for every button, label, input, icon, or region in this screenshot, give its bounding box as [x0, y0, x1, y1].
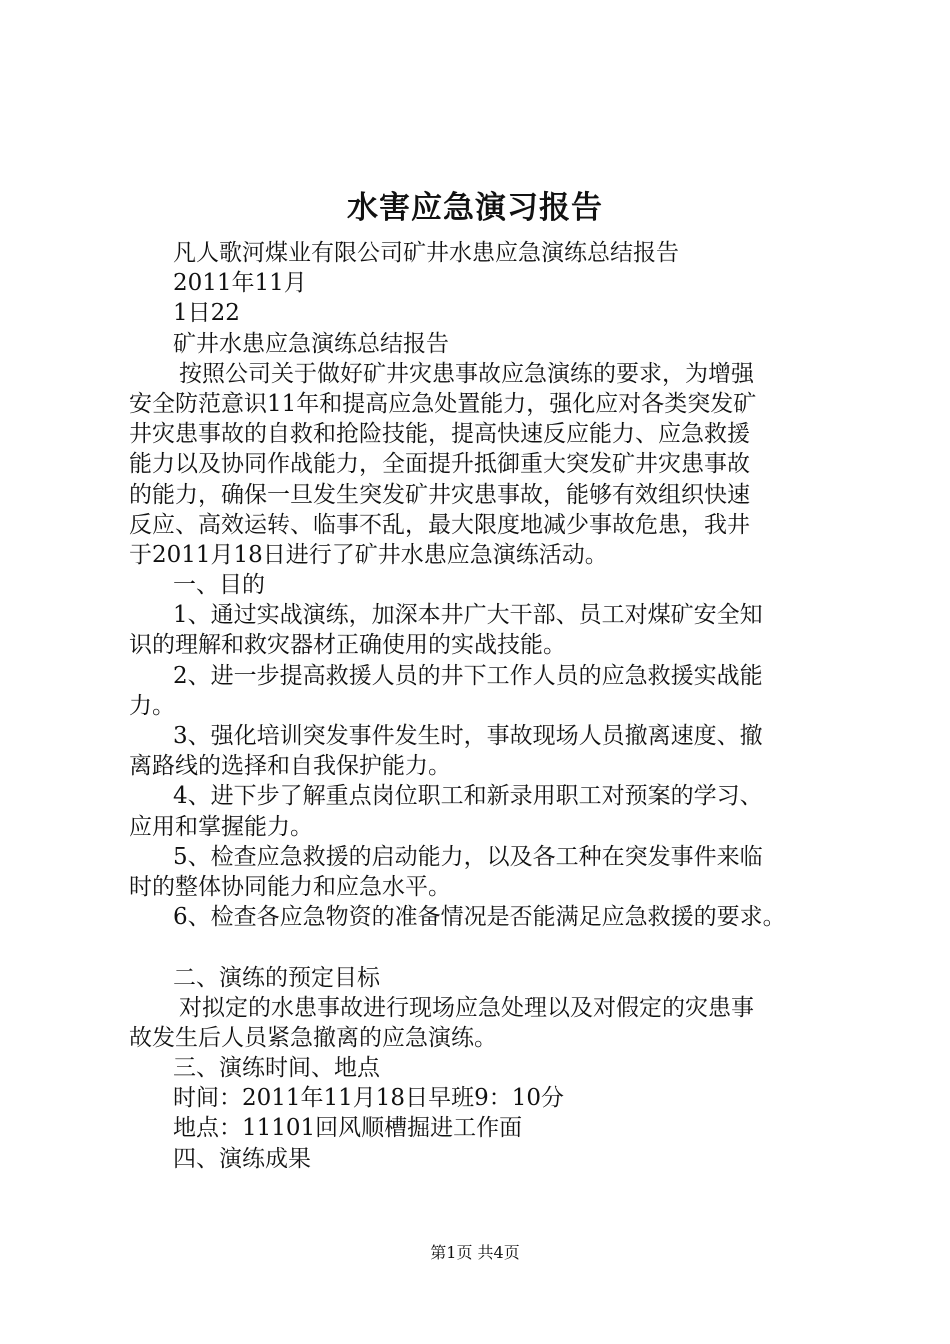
purpose-line: 6、检查各应急物资的准备情况是否能满足应急救援的要求。 — [173, 904, 786, 931]
purpose-item-5 — [129, 842, 841, 902]
purpose-line: 应用和掌握能力。 — [129, 813, 313, 840]
intro-line: 的能力，确保一旦发生突发矿井灾患事故，能够有效组织快速 — [129, 481, 750, 508]
intro-line: 于2011月18日进行了矿井水患应急演练活动。 — [129, 541, 608, 568]
drill-place: 地点：11101回风顺槽掘进工作面 — [173, 1115, 523, 1142]
section-heading-goals: 二、演练的预定目标 — [173, 964, 380, 991]
intro-paragraph — [129, 359, 841, 570]
goals-line: 对拟定的水患事故进行现场应急处理以及对假定的灾患事 — [179, 994, 754, 1021]
intro-line: 反应、高效运转、临事不乱，最大限度地减少事故危患，我井 — [129, 511, 750, 538]
purpose-line: 5、检查应急救援的启动能力，以及各工种在突发事件来临 — [173, 843, 763, 870]
goals-line: 故发生后人员紧急撤离的应急演练。 — [129, 1024, 497, 1051]
purpose-line: 时的整体协同能力和应急水平。 — [129, 873, 451, 900]
header-line-date-year: 2011年11月 — [173, 270, 307, 297]
purpose-item-3 — [129, 721, 841, 781]
blank-line — [129, 932, 841, 962]
intro-line: 能力以及协同作战能力，全面提升抵御重大突发矿井灾患事故 — [129, 451, 750, 478]
purpose-line: 力。 — [129, 692, 175, 719]
section-heading-purpose: 一、目的 — [173, 572, 265, 599]
page-title: 水害应急演习报告 — [347, 190, 603, 226]
purpose-line: 离路线的选择和自我保护能力。 — [129, 753, 451, 780]
header-line-subtitle: 矿井水患应急演练总结报告 — [173, 330, 449, 357]
drill-time: 时间：2011年11月18日早班9：10分 — [173, 1085, 564, 1112]
purpose-line: 3、强化培训突发事件发生时，事故现场人员撤离速度、撤 — [173, 723, 763, 749]
intro-line: 按照公司关于做好矿井灾患事故应急演练的要求，为增强 — [179, 360, 754, 387]
section-heading-results: 四、演练成果 — [173, 1145, 311, 1172]
purpose-line: 2、进一步提高救援人员的井下工作人员的应急救援实战能 — [173, 662, 763, 689]
purpose-item-6 — [129, 902, 841, 932]
intro-line: 井灾患事故的自救和抢险技能，提高快速反应能力、应急救援 — [129, 421, 750, 448]
document-body — [129, 238, 841, 1174]
purpose-item-2 — [129, 661, 841, 721]
purpose-line: 识的理解和救灾器材正确使用的实战技能。 — [129, 632, 566, 659]
purpose-item-4 — [129, 781, 841, 841]
header-line-date-day: 1日22 — [173, 300, 240, 327]
page-footer: 第1页 共4页 — [430, 1243, 520, 1262]
section-heading-time-place: 三、演练时间、地点 — [173, 1055, 380, 1082]
purpose-item-1 — [129, 600, 841, 660]
purpose-line: 4、进下步了解重点岗位职工和新录用职工对预案的学习、 — [173, 783, 763, 810]
header-line-company: 凡人歌河煤业有限公司矿井水患应急演练总结报告 — [173, 240, 679, 266]
intro-line: 安全防范意识11年和提高应急处置能力，强化应对各类突发矿 — [129, 390, 757, 417]
purpose-line: 1、通过实战演练，加深本井广大干部、员工对煤矿安全知 — [173, 602, 763, 629]
goals-paragraph — [129, 993, 841, 1053]
